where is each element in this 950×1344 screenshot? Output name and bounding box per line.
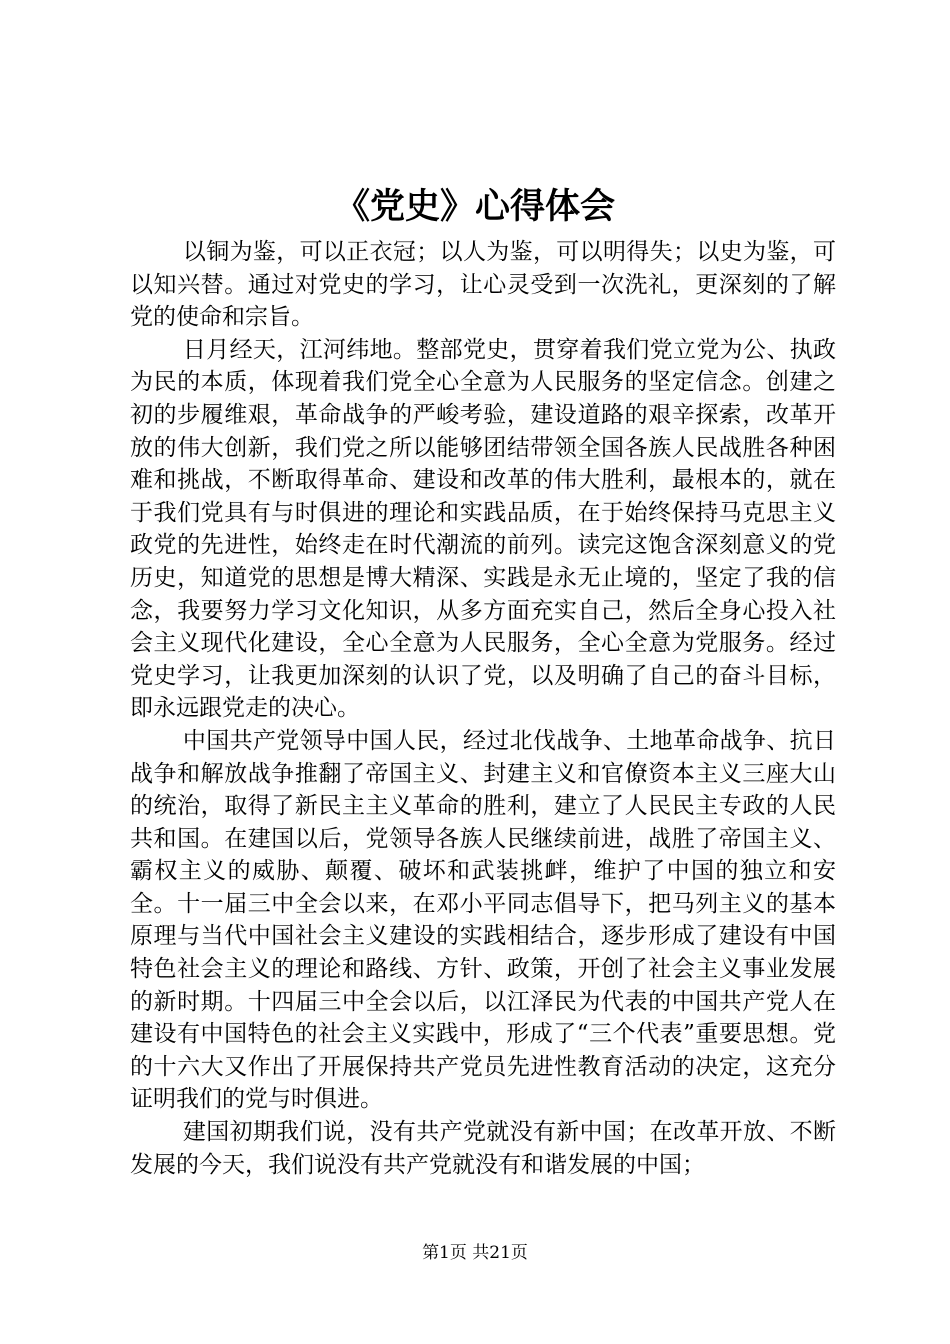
paragraph-3: 中国共产党领导中国人民，经过北伐战争、土地革命战争、抗日战争和解放战争推翻了帝国主义、封建主义和官僚资本主义三座大山的统治，取得了新民主主义革命的胜利，建立了人民民主专政的人民共和国。在建国以后，党领导各族人民继续前进，战胜了帝国主义、霸权主义的威胁、颠覆、破坏和武装挑衅，维护了中国的独立和安全。十一届三中全会以来，在邓小平同志倡导下，把马列主义的基本原理与当代中国社会主义建设的实践相结合，逐步形成了建设有中国特色社会主义的理论和路线、方针、政策，开创了社会主义事业发展的新时期。十四届三中全会以后，以江泽民为代表的中国共产党人在建设有中国特色的社会主义实践中，形成了“三个代表”重要思想。党的十六大又作出了开展保持共产党员先进性教育活动的决定，这充分证明我们的党与时俱进。 [130, 727, 836, 1113]
paragraph-2: 日月经天，江河纬地。整部党史，贯穿着我们党立党为公、执政为民的本质，体现着我们党全心全意为人民服务的坚定信念。创建之初的步履维艰，革命战争的严峻考验，建设道路的艰辛探索，改革开放的伟大创新，我们党之所以能够团结带领全国各族人民战胜各种困难和挑战，不断取得革命、建设和改革的伟大胜利，最根本的，就在于我们党具有与时俱进的理论和实践品质，在于始终保持马克思主义政党的先进性，始终走在时代潮流的前列。读完这饱含深刻意义的党历史，知道党的思想是博大精深、实践是永无止境的，坚定了我的信念，我要努力学习文化知识，从多方面充实自己，然后全身心投入社会主义现代化建设，全心全意为人民服务，全心全意为党服务。经过党史学习，让我更加深刻的认识了党，以及明确了自己的奋斗目标，即永远跟党走的决心。 [130, 336, 836, 722]
document-title: 《党史》心得体会 [334, 186, 615, 227]
page-footer: 第1页 共21页 [422, 1243, 528, 1263]
paragraph-1: 以铜为鉴，可以正衣冠；以人为鉴，可以明得失；以史为鉴，可以知兴替。通过对党史的学习，让心灵受到一次洗礼，更深刻的了解党的使命和宗旨。 [130, 239, 836, 331]
document-body [130, 236, 836, 1181]
paragraph-4: 建国初期我们说，没有共产党就没有新中国；在改革开放、不断发展的今天，我们说没有共产党就没有和谐发展的中国； [130, 1119, 836, 1178]
